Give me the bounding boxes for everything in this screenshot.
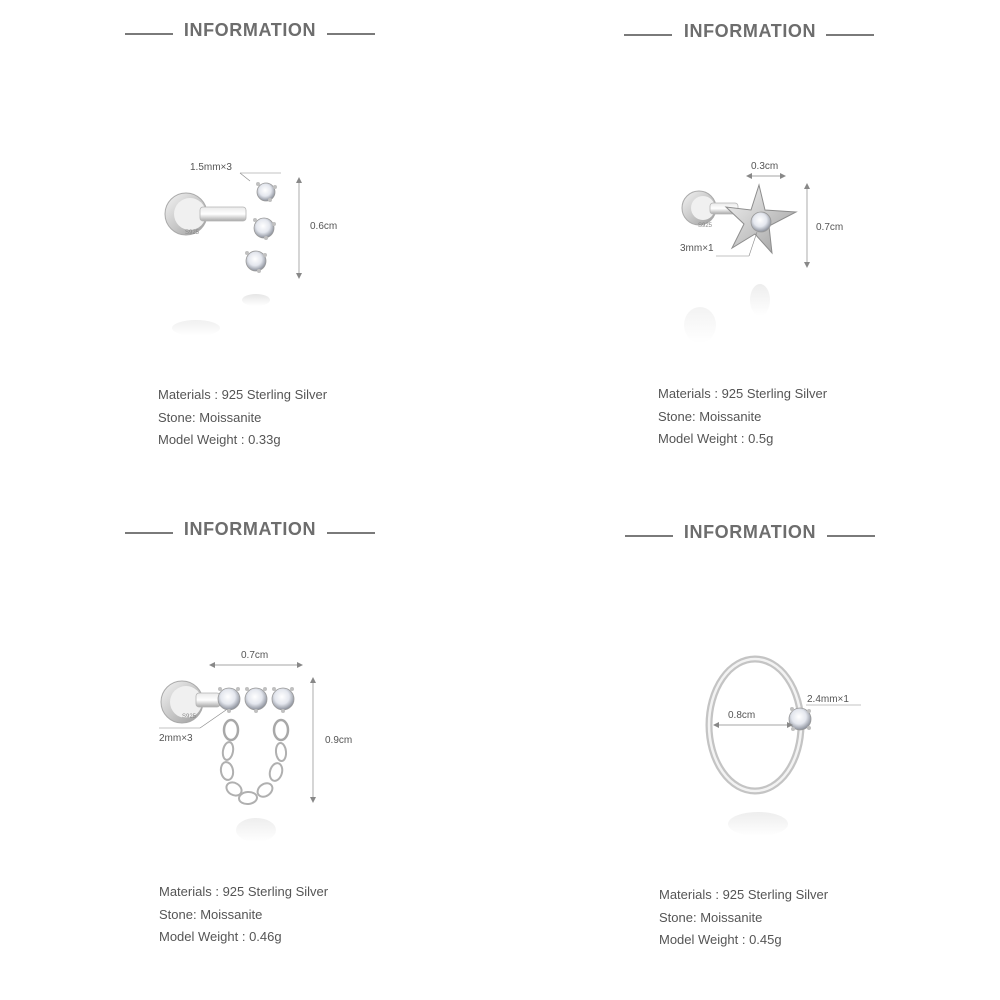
width-label: 0.7cm — [241, 650, 269, 661]
product-info — [659, 884, 828, 952]
product-panel-2 — [500, 0, 1000, 500]
product-info — [159, 881, 328, 949]
section-title: INFORMATION — [683, 21, 817, 41]
stone-text: Stone: Moissanite — [658, 408, 762, 424]
stone-size-label: 2.4mm×1 — [807, 694, 849, 705]
height-label: 0.6cm — [310, 221, 338, 232]
diameter-label: 0.8cm — [728, 710, 756, 721]
section-title: INFORMATION — [183, 20, 317, 40]
product-panel-1 — [0, 0, 500, 500]
materials-text: Materials : 925 Sterling Silver — [159, 884, 329, 899]
materials-text: Materials : 925 Sterling Silver — [659, 887, 829, 902]
stone-size-label: 2mm×3 — [159, 733, 193, 744]
section-title: INFORMATION — [183, 519, 317, 539]
stamp-text: S925 — [185, 230, 200, 236]
stamp-text: S925 — [182, 714, 197, 720]
stone-text: Stone: Moissanite — [659, 909, 763, 925]
stone-size-label: 1.5mm×3 — [190, 162, 232, 173]
weight-text: Model Weight : 0.5g — [658, 431, 774, 446]
weight-text: Model Weight : 0.46g — [159, 929, 282, 944]
stone-text: Stone: Moissanite — [159, 906, 263, 922]
materials-text: Materials : 925 Sterling Silver — [658, 386, 828, 401]
product-panel-4 — [500, 500, 1000, 1000]
weight-text: Model Weight : 0.45g — [659, 932, 782, 947]
stone-text: Stone: Moissanite — [158, 409, 262, 425]
product-info — [658, 383, 827, 451]
section-title: INFORMATION — [683, 522, 817, 542]
height-label: 0.9cm — [325, 735, 353, 746]
product-panel-3 — [0, 500, 500, 1000]
height-label: 0.7cm — [816, 222, 844, 233]
stone-size-label: 3mm×1 — [680, 243, 714, 254]
weight-text: Model Weight : 0.33g — [158, 432, 281, 447]
materials-text: Materials : 925 Sterling Silver — [158, 387, 328, 402]
stamp-text: S925 — [698, 223, 713, 229]
product-info — [158, 384, 327, 452]
width-label: 0.3cm — [751, 161, 779, 172]
